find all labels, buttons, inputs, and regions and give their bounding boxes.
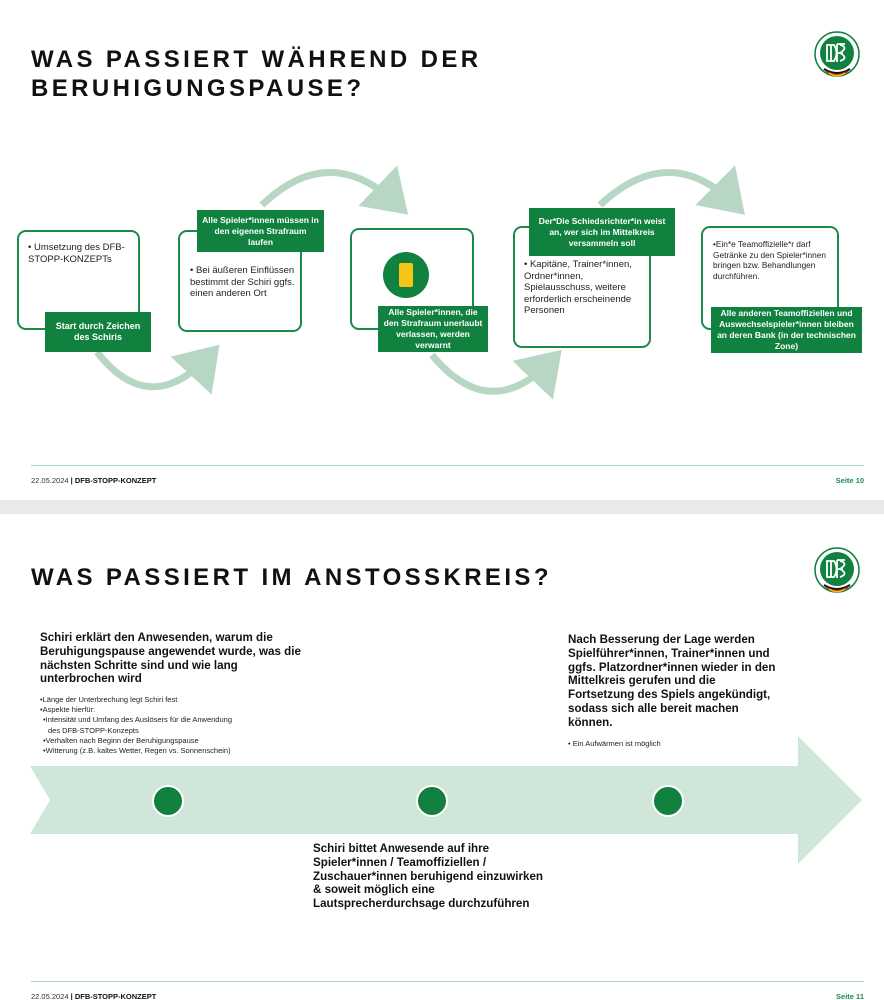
- block1-item: •Intensität und Umfang des Auslösers für die Anwendung: [43, 715, 232, 725]
- slide-title-line2: BERUHIGUNGSPAUSE?: [31, 75, 365, 102]
- block1-item: •Witterung (z.B. kaltes Wetter, Regen vs. Sonnenschein): [43, 746, 231, 756]
- footer: [31, 476, 156, 485]
- yellow-card-icon: [383, 252, 429, 298]
- step1-text: • Umsetzung des DFB-STOPP-KONZEPTs: [28, 242, 125, 265]
- step2-label: Alle Spieler*innen müssen in den eigenen Strafraum laufen: [197, 210, 324, 252]
- block2-heading: Schiri bittet Anwesende auf ihre Spieler*innen / Teamoffiziellen / Zuschauer*innen beruhigend einzuwirken & soweit möglich eine Lautsprecherdurchsage durchzuführen: [313, 842, 543, 911]
- block1-heading: Schiri erklärt den Anwesenden, warum die Beruhigungspause angewendet wurde, was die nächsten Schritte sind und wie lang unterbrochen wird: [40, 631, 301, 686]
- step2-text: • Bei äußeren Einflüssen bestimmt der Schiri ggfs. einen anderen Ort: [190, 265, 295, 299]
- footer-line: [31, 465, 864, 466]
- footer-date: 22.05.2024: [31, 476, 69, 485]
- timeline-arrow: [0, 514, 884, 1000]
- block1-item: des DFB-STOPP-Konzepts: [48, 725, 139, 735]
- footer-line: [31, 981, 864, 982]
- step4-text: • Kapitäne, Trainer*innen, Ordner*innen, Spielausschuss, weitere erforderlich erscheinende Personen: [524, 259, 632, 316]
- slide-title-line1: WAS PASSIERT WÄHREND DER: [31, 46, 482, 73]
- slide-title: WAS PASSIERT IM ANSTOSSKREIS?: [31, 564, 552, 591]
- flow-arrow-1: [97, 352, 210, 387]
- footer-page-number: Seite 11: [836, 992, 864, 1000]
- footer: [31, 992, 156, 1000]
- flow-arrow-3: [432, 355, 552, 391]
- flow-arrow-4: [600, 173, 735, 206]
- slide-separator: [0, 500, 884, 514]
- flow-arrow-2: [262, 173, 398, 206]
- timeline-dot-icon: [652, 785, 684, 817]
- step5-text: •Ein*e Teamoffizielle*r darf Getränke zu den Spieler*innen bringen bzw. Behandlungen durchführen.: [713, 239, 827, 281]
- step3-label: Alle Spieler*innen, die den Strafraum unerlaubt verlassen, werden verwarnt: [378, 306, 488, 352]
- block3-item: • Ein Aufwärmen ist möglich: [568, 739, 661, 748]
- timeline-dot-icon: [152, 785, 184, 817]
- step5-label: Alle anderen Teamoffiziellen und Auswechselspieler*innen bleiben an deren Bank (in der technischen Zone): [711, 307, 862, 353]
- block1-item: •Aspekte hierfür:: [40, 705, 96, 715]
- block1-item: •Verhalten nach Beginn der Beruhigungspause: [43, 735, 199, 745]
- block3-list: [568, 739, 768, 749]
- block3-heading: Nach Besserung der Lage werden Spielführer*innen, Trainer*innen und ggfs. Platzordner*innen wieder in den Mittelkreis gerufen und die Fortsetzung des Spiels angekündigt, sodass sich alle bereit machen können.: [568, 633, 776, 729]
- block1-list: [40, 695, 310, 756]
- step1-label: Start durch Zeichen des Schiris: [45, 312, 151, 352]
- block1-item: •Länge der Unterbrechung legt Schiri fest: [40, 695, 178, 704]
- footer-page-number: Seite 10: [835, 476, 864, 485]
- slide-11: [0, 514, 884, 1000]
- step4-label: Der*Die Schiedsrichter*in weist an, wer sich im Mittelkreis versammeln soll: [529, 208, 675, 256]
- footer-title: | DFB-STOPP-KONZEPT: [70, 992, 157, 1000]
- footer-title: | DFB-STOPP-KONZEPT: [70, 476, 157, 485]
- timeline-dot-icon: [416, 785, 448, 817]
- footer-date: 22.05.2024: [31, 992, 69, 1000]
